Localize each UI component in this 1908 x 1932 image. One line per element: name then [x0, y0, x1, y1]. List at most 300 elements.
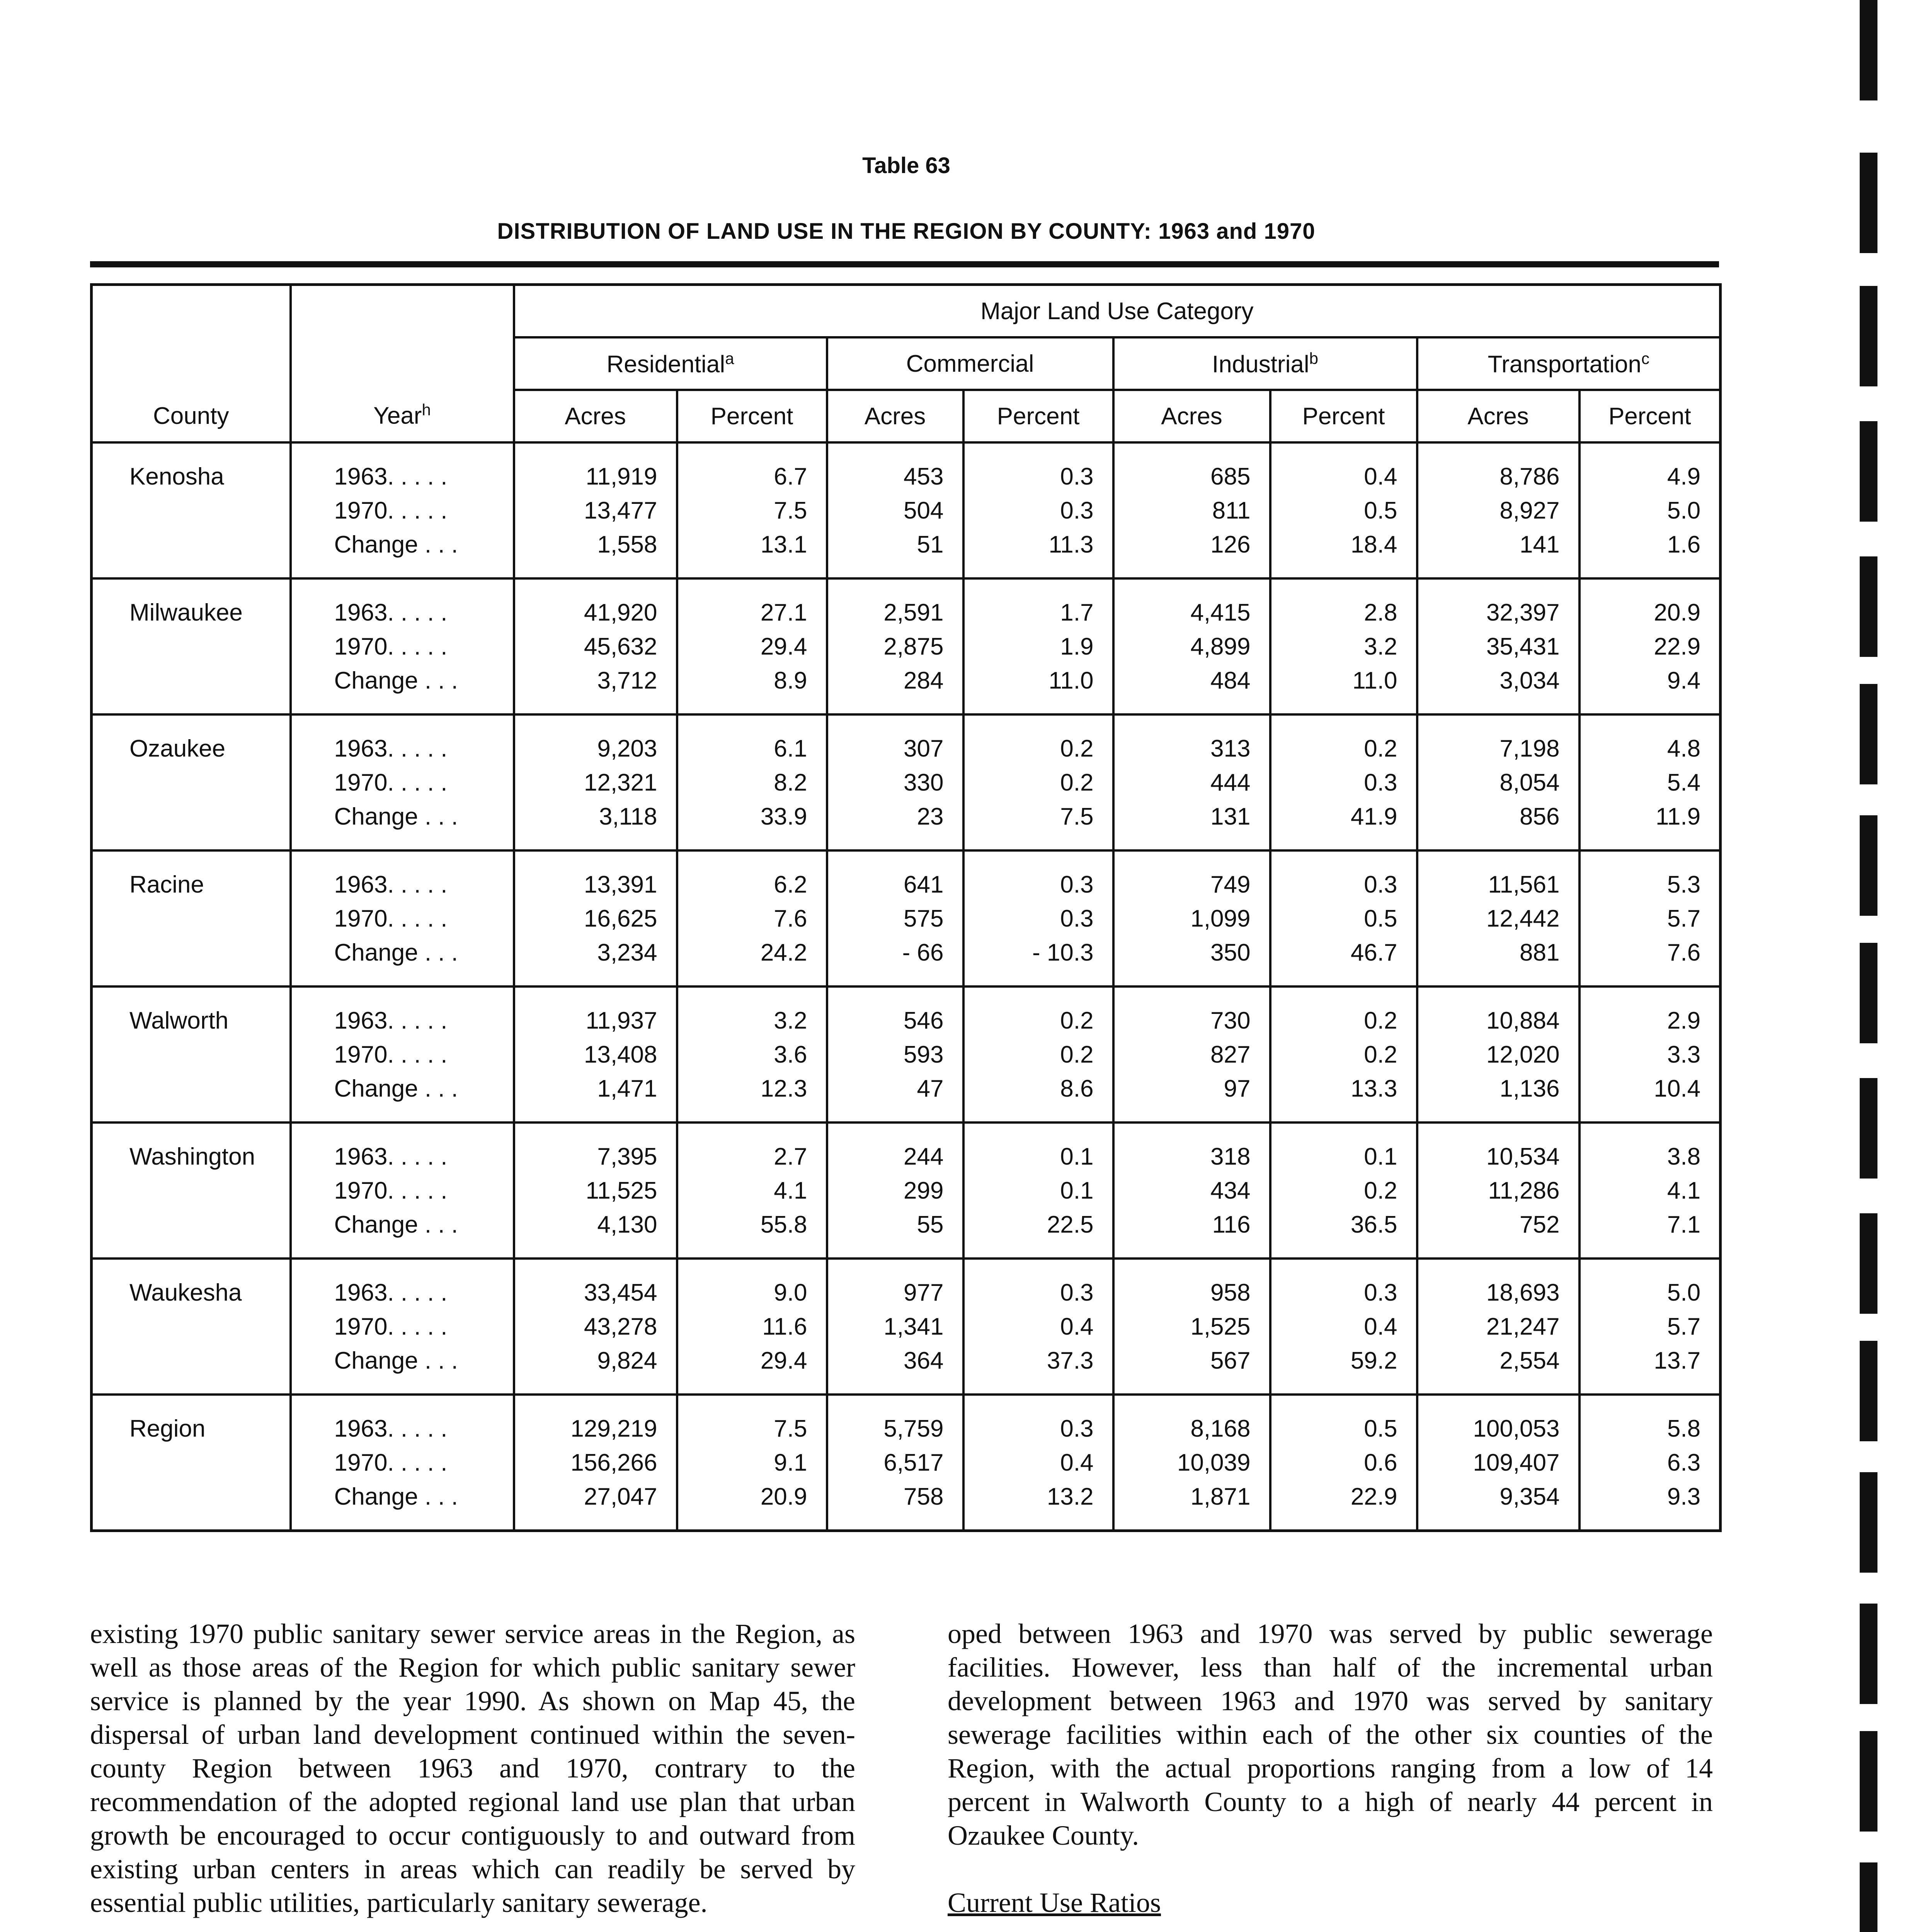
ind-acres-cell — [1113, 1259, 1270, 1395]
cell-value: 3,712 — [597, 667, 657, 694]
com-acres-cell — [827, 1395, 963, 1531]
table-row — [92, 1259, 1721, 1395]
com-pct-cell — [963, 442, 1113, 578]
ind-pct-cell — [1270, 1395, 1417, 1531]
cell-value: 0.4 — [1060, 1449, 1094, 1476]
table-body — [92, 442, 1721, 1531]
county-cell: Walworth — [92, 986, 291, 1122]
margin-mark — [1860, 0, 1877, 100]
cell-value: 9,203 — [597, 735, 657, 762]
cell-value: 141 — [1520, 531, 1560, 558]
com-acres-cell — [827, 714, 963, 850]
res-acres-cell — [514, 986, 677, 1122]
year-header — [291, 285, 514, 443]
cell-value: 1,136 — [1500, 1075, 1560, 1102]
cell-value: 567 — [1210, 1347, 1251, 1374]
cell-value: 9.1 — [774, 1449, 807, 1476]
year-label: 1970. . . . . — [334, 497, 448, 524]
cell-value: 7,198 — [1500, 735, 1560, 762]
cell-value: 33.9 — [760, 803, 807, 830]
year-header-note: h — [422, 401, 431, 419]
table-number: Table 63 — [862, 153, 950, 178]
land-use-table — [90, 283, 1722, 1532]
year-label: Change . . . — [334, 803, 458, 830]
cell-value: 4.1 — [1667, 1177, 1701, 1204]
cell-value: 13.3 — [1350, 1075, 1397, 1102]
transportation-acres-header: Acres — [1417, 390, 1580, 442]
year-label: Change . . . — [334, 667, 458, 694]
cell-value: 27.1 — [760, 599, 807, 626]
res-pct-cell — [677, 850, 827, 986]
cell-value: 3,118 — [599, 803, 657, 830]
county-cell: Milwaukee — [92, 578, 291, 714]
cell-value: 0.2 — [1364, 1177, 1397, 1204]
cell-value: 0.3 — [1060, 1415, 1094, 1442]
cell-value: 1,558 — [597, 531, 657, 558]
cell-value: 0.3 — [1364, 769, 1397, 796]
cell-value: 0.1 — [1364, 1143, 1397, 1170]
cell-value: 10,884 — [1486, 1007, 1560, 1034]
cell-value: 59.2 — [1350, 1347, 1397, 1374]
year-label: 1970. . . . . — [334, 1313, 448, 1340]
year-cell — [291, 714, 514, 850]
cell-value: 23 — [917, 803, 944, 830]
year-header-label: Year — [373, 403, 422, 429]
cell-value: 0.1 — [1060, 1143, 1094, 1170]
cell-value: 36.5 — [1350, 1211, 1397, 1238]
residential-acres-header: Acres — [514, 390, 677, 442]
com-pct-cell — [963, 1395, 1113, 1531]
cell-value: 37.3 — [1047, 1347, 1094, 1374]
transportation-note: c — [1641, 349, 1650, 367]
cell-value: 41.9 — [1350, 803, 1397, 830]
year-cell — [291, 986, 514, 1122]
cell-value: 1,341 — [883, 1313, 944, 1340]
cell-value: 24.2 — [760, 939, 807, 966]
cell-value: 330 — [904, 769, 944, 796]
cell-value: 4,415 — [1190, 599, 1251, 626]
cell-value: 32,397 — [1486, 599, 1560, 626]
year-label: Change . . . — [334, 939, 458, 966]
ind-acres-cell — [1113, 986, 1270, 1122]
ind-pct-cell — [1270, 714, 1417, 850]
cell-value: 11.6 — [762, 1313, 807, 1340]
ind-acres-cell — [1113, 1395, 1270, 1531]
com-pct-cell — [963, 1259, 1113, 1395]
cell-value: 7.1 — [1667, 1211, 1701, 1238]
residential-percent-header: Percent — [677, 390, 827, 442]
cell-value: 0.2 — [1060, 1007, 1094, 1034]
cell-value: 156,266 — [570, 1449, 657, 1476]
cell-value: 350 — [1210, 939, 1251, 966]
cell-value: 13,391 — [584, 871, 657, 898]
com-acres-cell — [827, 1122, 963, 1259]
cell-value: 131 — [1210, 803, 1251, 830]
cell-value: 0.3 — [1060, 497, 1094, 524]
year-label: 1963. . . . . — [334, 1143, 448, 1170]
cell-value: 6,517 — [883, 1449, 944, 1476]
cell-value: 51 — [917, 531, 944, 558]
cell-value: 0.3 — [1364, 871, 1397, 898]
cell-value: 9.4 — [1667, 667, 1701, 694]
table-row — [92, 714, 1721, 850]
transportation-percent-header: Percent — [1580, 390, 1721, 442]
cell-value: 0.6 — [1364, 1449, 1397, 1476]
cell-value: 575 — [904, 905, 944, 932]
commercial-header — [827, 337, 1113, 390]
cell-value: 3.2 — [1364, 633, 1397, 660]
year-label: 1970. . . . . — [334, 1041, 448, 1068]
title-rule — [90, 261, 1719, 267]
county-cell: Racine — [92, 850, 291, 986]
com-acres-cell — [827, 578, 963, 714]
tra-acres-cell — [1417, 986, 1580, 1122]
cell-value: 4,130 — [597, 1211, 657, 1238]
cell-value: 7.5 — [1060, 803, 1094, 830]
cell-value: 5.3 — [1667, 871, 1701, 898]
cell-value: 4.8 — [1667, 735, 1701, 762]
cell-value: 1.7 — [1060, 599, 1094, 626]
cell-value: 685 — [1210, 463, 1251, 490]
com-pct-cell — [963, 1122, 1113, 1259]
year-label: 1963. . . . . — [334, 1415, 448, 1442]
tra-acres-cell — [1417, 1395, 1580, 1531]
county-cell: Region — [92, 1395, 291, 1531]
cell-value: 35,431 — [1486, 633, 1560, 660]
body-paragraph: oped between 1963 and 1970 was served by public sewerage facilities. However, less than half of the incremental urban development between 1963 and 1970 was served by sanitary sewerage facilities within each of the other six counties of the Region, with the actual proportions ranging from a low of 14 percent in Walworth County to a high of nearly 44 percent in Ozaukee County. — [948, 1618, 1713, 1851]
cell-value: 27,047 — [584, 1483, 657, 1510]
cell-value: 55 — [917, 1211, 944, 1238]
table-row — [92, 442, 1721, 578]
cell-value: 504 — [904, 497, 944, 524]
year-label: 1970. . . . . — [334, 905, 448, 932]
cell-value: 20.9 — [1654, 599, 1701, 626]
table-row — [92, 986, 1721, 1122]
cell-value: 0.2 — [1364, 735, 1397, 762]
year-cell — [291, 1259, 514, 1395]
ind-acres-cell — [1113, 714, 1270, 850]
com-acres-cell — [827, 1259, 963, 1395]
cell-value: 8,927 — [1500, 497, 1560, 524]
tra-pct-cell — [1580, 578, 1721, 714]
ind-pct-cell — [1270, 850, 1417, 986]
res-pct-cell — [677, 442, 827, 578]
res-acres-cell — [514, 578, 677, 714]
cell-value: 4,899 — [1190, 633, 1251, 660]
margin-mark — [1860, 1731, 1877, 1832]
tra-pct-cell — [1580, 1122, 1721, 1259]
margin-mark — [1860, 815, 1877, 916]
cell-value: 100,053 — [1473, 1415, 1560, 1442]
com-pct-cell — [963, 578, 1113, 714]
cell-value: 3.2 — [774, 1007, 807, 1034]
cell-value: 3.3 — [1667, 1041, 1701, 1068]
year-label: 1963. . . . . — [334, 1279, 448, 1306]
tra-acres-cell — [1417, 850, 1580, 986]
cell-value: 811 — [1212, 497, 1251, 524]
year-label: 1963. . . . . — [334, 871, 448, 898]
year-label: 1970. . . . . — [334, 1177, 448, 1204]
cell-value: 2.7 — [774, 1143, 807, 1170]
tra-pct-cell — [1580, 986, 1721, 1122]
cell-value: 0.5 — [1364, 1415, 1397, 1442]
cell-value: 7,395 — [597, 1143, 657, 1170]
cell-value: 13.1 — [760, 531, 807, 558]
year-label: Change . . . — [334, 531, 458, 558]
year-cell — [291, 1395, 514, 1531]
tra-pct-cell — [1580, 1259, 1721, 1395]
cell-value: 444 — [1210, 769, 1251, 796]
section-heading: Current Use Ratios — [948, 1887, 1161, 1918]
cell-value: 1.6 — [1667, 531, 1701, 558]
cell-value: 0.1 — [1060, 1177, 1094, 1204]
cell-value: 10,534 — [1486, 1143, 1560, 1170]
cell-value: 45,632 — [584, 633, 657, 660]
industrial-label: Industrial — [1212, 351, 1309, 378]
year-label: 1970. . . . . — [334, 633, 448, 660]
res-pct-cell — [677, 986, 827, 1122]
cell-value: 364 — [904, 1347, 944, 1374]
ind-acres-cell — [1113, 1122, 1270, 1259]
cell-value: 313 — [1210, 735, 1251, 762]
cell-value: 12,321 — [584, 769, 657, 796]
cell-value: 9,354 — [1500, 1483, 1560, 1510]
ind-acres-cell — [1113, 578, 1270, 714]
cell-value: 97 — [1224, 1075, 1251, 1102]
cell-value: 1,871 — [1190, 1483, 1251, 1510]
com-acres-cell — [827, 442, 963, 578]
tra-pct-cell — [1580, 442, 1721, 578]
cell-value: 856 — [1520, 803, 1560, 830]
res-acres-cell — [514, 714, 677, 850]
cell-value: 641 — [904, 871, 944, 898]
res-pct-cell — [677, 1122, 827, 1259]
cell-value: 8.2 — [774, 769, 807, 796]
cell-value: 6.7 — [774, 463, 807, 490]
cell-value: 13,408 — [584, 1041, 657, 1068]
cell-value: 244 — [904, 1143, 944, 1170]
cell-value: 752 — [1520, 1211, 1560, 1238]
cell-value: 10,039 — [1177, 1449, 1251, 1476]
margin-mark — [1860, 1472, 1877, 1573]
table-title: DISTRIBUTION OF LAND USE IN THE REGION BY COUNTY: 1963 and 1970 — [497, 219, 1316, 244]
cell-value: 11,286 — [1488, 1177, 1560, 1204]
cell-value: 307 — [904, 735, 944, 762]
cell-value: 18,693 — [1486, 1279, 1560, 1306]
cell-value: 5.8 — [1667, 1415, 1701, 1442]
industrial-percent-header: Percent — [1270, 390, 1417, 442]
major-category-header: Major Land Use Category — [514, 285, 1721, 338]
cell-value: 749 — [1210, 871, 1251, 898]
cell-value: 3.8 — [1667, 1143, 1701, 1170]
cell-value: 0.2 — [1060, 735, 1094, 762]
cell-value: 29.4 — [760, 633, 807, 660]
cell-value: 9.3 — [1667, 1483, 1701, 1510]
cell-value: 3.6 — [774, 1041, 807, 1068]
county-cell: Washington — [92, 1122, 291, 1259]
cell-value: 33,454 — [584, 1279, 657, 1306]
res-pct-cell — [677, 714, 827, 850]
cell-value: 0.3 — [1060, 905, 1094, 932]
tra-pct-cell — [1580, 1395, 1721, 1531]
year-label: 1963. . . . . — [334, 1007, 448, 1034]
cell-value: 453 — [904, 463, 944, 490]
body-paragraph: existing 1970 public sanitary sewer service areas in the Region, as well as those areas of the Region for which public sanitary sewer service is planned by the year 1990. As shown on Map 45, the dispersal of urban land development continued within the seven-county Region between 1963 and 1970, contrary to the recommendation of the adopted regional land use plan that urban growth be encouraged to occur contiguously to and outward from existing urban centers in areas which can readily be served by essential public utilities, particularly sanitary sewerage. — [90, 1618, 855, 1918]
cell-value: 18.4 — [1350, 531, 1397, 558]
cell-value: 4.9 — [1667, 463, 1701, 490]
cell-value: 7.6 — [1667, 939, 1701, 966]
cell-value: 0.4 — [1364, 1313, 1397, 1340]
industrial-header — [1113, 337, 1417, 390]
cell-value: 3,034 — [1500, 667, 1560, 694]
cell-value: 22.5 — [1047, 1211, 1094, 1238]
tra-pct-cell — [1580, 850, 1721, 986]
cell-value: 21,247 — [1486, 1313, 1560, 1340]
cell-value: 11,919 — [586, 463, 657, 490]
cell-value: 11.0 — [1048, 667, 1094, 694]
margin-mark — [1860, 684, 1877, 784]
res-pct-cell — [677, 1259, 827, 1395]
industrial-acres-header: Acres — [1113, 390, 1270, 442]
res-pct-cell — [677, 578, 827, 714]
year-cell — [291, 850, 514, 986]
tra-acres-cell — [1417, 1259, 1580, 1395]
year-label: 1970. . . . . — [334, 769, 448, 796]
cell-value: - 10.3 — [1032, 939, 1094, 966]
table-row — [92, 578, 1721, 714]
cell-value: 20.9 — [760, 1483, 807, 1510]
county-header: County — [92, 285, 291, 443]
cell-value: 0.2 — [1364, 1007, 1397, 1034]
margin-mark — [1860, 943, 1877, 1043]
cell-value: 13,477 — [584, 497, 657, 524]
margin-mark — [1860, 1213, 1877, 1314]
cell-value: 977 — [904, 1279, 944, 1306]
cell-value: 12,442 — [1486, 905, 1560, 932]
industrial-note: b — [1309, 349, 1318, 367]
year-label: 1963. . . . . — [334, 735, 448, 762]
cell-value: 6.3 — [1667, 1449, 1701, 1476]
cell-value: 8.6 — [1060, 1075, 1094, 1102]
cell-value: 434 — [1210, 1177, 1251, 1204]
cell-value: 11.9 — [1656, 803, 1701, 830]
cell-value: 55.8 — [760, 1211, 807, 1238]
res-pct-cell — [677, 1395, 827, 1531]
margin-mark — [1860, 421, 1877, 522]
cell-value: 11,561 — [1488, 871, 1560, 898]
commercial-label: Commercial — [906, 350, 1034, 377]
cell-value: 881 — [1520, 939, 1560, 966]
com-pct-cell — [963, 986, 1113, 1122]
ind-acres-cell — [1113, 442, 1270, 578]
year-cell — [291, 442, 514, 578]
transportation-header — [1417, 337, 1721, 390]
year-cell — [291, 1122, 514, 1259]
res-acres-cell — [514, 850, 677, 986]
cell-value: 8,054 — [1500, 769, 1560, 796]
ind-pct-cell — [1270, 442, 1417, 578]
com-pct-cell — [963, 850, 1113, 986]
cell-value: 9,824 — [597, 1347, 657, 1374]
year-label: 1963. . . . . — [334, 463, 448, 490]
cell-value: 6.2 — [774, 871, 807, 898]
cell-value: 593 — [904, 1041, 944, 1068]
year-label: Change . . . — [334, 1075, 458, 1102]
cell-value: 6.1 — [774, 735, 807, 762]
body-column-right — [948, 1617, 1713, 1932]
cell-value: 0.5 — [1364, 905, 1397, 932]
cell-value: 7.5 — [774, 497, 807, 524]
year-label: Change . . . — [334, 1347, 458, 1374]
year-label: 1970. . . . . — [334, 1449, 448, 1476]
cell-value: 43,278 — [584, 1313, 657, 1340]
cell-value: 758 — [904, 1483, 944, 1510]
com-acres-cell — [827, 850, 963, 986]
margin-mark — [1860, 556, 1877, 657]
cell-value: 0.3 — [1060, 1279, 1094, 1306]
cell-value: 5.0 — [1667, 497, 1701, 524]
commercial-percent-header: Percent — [963, 390, 1113, 442]
margin-mark — [1860, 1341, 1877, 1441]
cell-value: 7.6 — [774, 905, 807, 932]
cell-value: 47 — [917, 1075, 944, 1102]
year-label: Change . . . — [334, 1483, 458, 1510]
cell-value: 4.1 — [774, 1177, 807, 1204]
tra-acres-cell — [1417, 1122, 1580, 1259]
cell-value: 16,625 — [584, 905, 657, 932]
cell-value: 11.0 — [1352, 667, 1397, 694]
cell-value: 0.3 — [1060, 463, 1094, 490]
cell-value: 0.3 — [1364, 1279, 1397, 1306]
cell-value: 284 — [904, 667, 944, 694]
table-row — [92, 1395, 1721, 1531]
ind-acres-cell — [1113, 850, 1270, 986]
cell-value: 8,786 — [1500, 463, 1560, 490]
body-column-left — [90, 1617, 855, 1932]
cell-value: 0.5 — [1364, 497, 1397, 524]
cell-value: 29.4 — [760, 1347, 807, 1374]
cell-value: - 66 — [902, 939, 944, 966]
tra-pct-cell — [1580, 714, 1721, 850]
cell-value: 0.2 — [1364, 1041, 1397, 1068]
year-label: 1963. . . . . — [334, 599, 448, 626]
cell-value: 827 — [1210, 1041, 1251, 1068]
residential-label: Residential — [606, 351, 725, 378]
cell-value: 22.9 — [1654, 633, 1701, 660]
cell-value: 46.7 — [1350, 939, 1397, 966]
table-row — [92, 1122, 1721, 1259]
cell-value: 8.9 — [774, 667, 807, 694]
cell-value: 2.9 — [1667, 1007, 1701, 1034]
cell-value: 2.8 — [1364, 599, 1397, 626]
cell-value: 0.2 — [1060, 1041, 1094, 1068]
tra-acres-cell — [1417, 578, 1580, 714]
county-cell: Ozaukee — [92, 714, 291, 850]
cell-value: 1,525 — [1190, 1313, 1251, 1340]
ind-pct-cell — [1270, 1122, 1417, 1259]
cell-value: 484 — [1210, 667, 1251, 694]
cell-value: 5,759 — [883, 1415, 944, 1442]
ind-pct-cell — [1270, 1259, 1417, 1395]
cell-value: 1,099 — [1190, 905, 1251, 932]
year-cell — [291, 578, 514, 714]
cell-value: 10.4 — [1654, 1075, 1701, 1102]
cell-value: 299 — [904, 1177, 944, 1204]
cell-value: 41,920 — [584, 599, 657, 626]
cell-value: 22.9 — [1350, 1483, 1397, 1510]
cell-value: 126 — [1210, 531, 1251, 558]
cell-value: 12.3 — [760, 1075, 807, 1102]
